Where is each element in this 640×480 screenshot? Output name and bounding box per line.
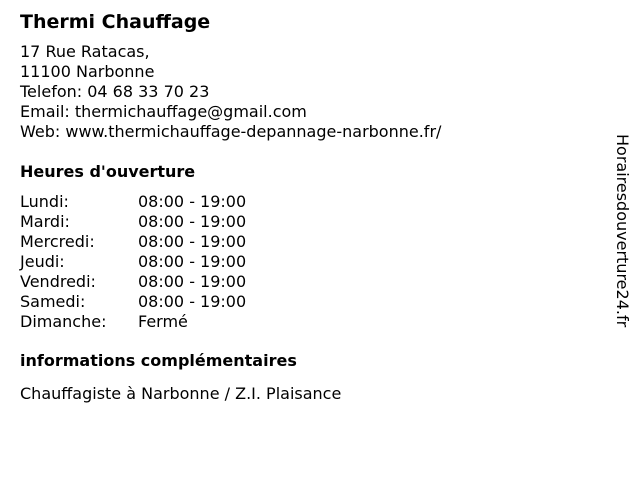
opening-hours-heading: Heures d'ouverture	[20, 162, 196, 181]
hours-row-friday	[20, 272, 246, 292]
hours-row-monday	[20, 192, 246, 212]
day-time: 08:00 - 19:00	[138, 192, 247, 211]
hours-row-wednesday	[20, 232, 246, 252]
day-time: 08:00 - 19:00	[138, 292, 247, 311]
day-time: 08:00 - 19:00	[138, 252, 247, 271]
additional-info-text: Chauffagiste à Narbonne / Z.I. Plaisance	[20, 384, 342, 403]
day-label: Mercredi:	[20, 232, 95, 251]
day-label: Dimanche:	[20, 312, 107, 331]
web-line: Web: www.thermichauffage-depannage-narbonne.fr/	[20, 122, 442, 141]
hours-row-saturday	[20, 292, 246, 312]
day-label: Lundi:	[20, 192, 69, 211]
hours-row-sunday	[20, 312, 246, 332]
additional-info-heading: informations complémentaires	[20, 351, 297, 370]
day-label: Mardi:	[20, 212, 70, 231]
address-line-1: 17 Rue Ratacas,	[20, 42, 150, 61]
day-time: 08:00 - 19:00	[138, 272, 247, 291]
day-label: Jeudi:	[20, 252, 65, 271]
day-time: 08:00 - 19:00	[138, 232, 247, 251]
business-card	[20, 10, 600, 404]
phone-line: Telefon: 04 68 33 70 23	[20, 82, 210, 101]
email-line: Email: thermichauffage@gmail.com	[20, 102, 307, 121]
hours-row-tuesday	[20, 212, 246, 232]
day-label: Vendredi:	[20, 272, 96, 291]
day-label: Samedi:	[20, 292, 86, 311]
opening-hours-table	[20, 192, 246, 332]
day-time: 08:00 - 19:00	[138, 212, 247, 231]
business-name: Thermi Chauffage	[20, 11, 211, 33]
site-watermark: Horairesdouverture24.fr	[613, 134, 632, 328]
day-time: Fermé	[138, 312, 188, 331]
address-line-2: 11100 Narbonne	[20, 62, 155, 81]
hours-row-thursday	[20, 252, 246, 272]
